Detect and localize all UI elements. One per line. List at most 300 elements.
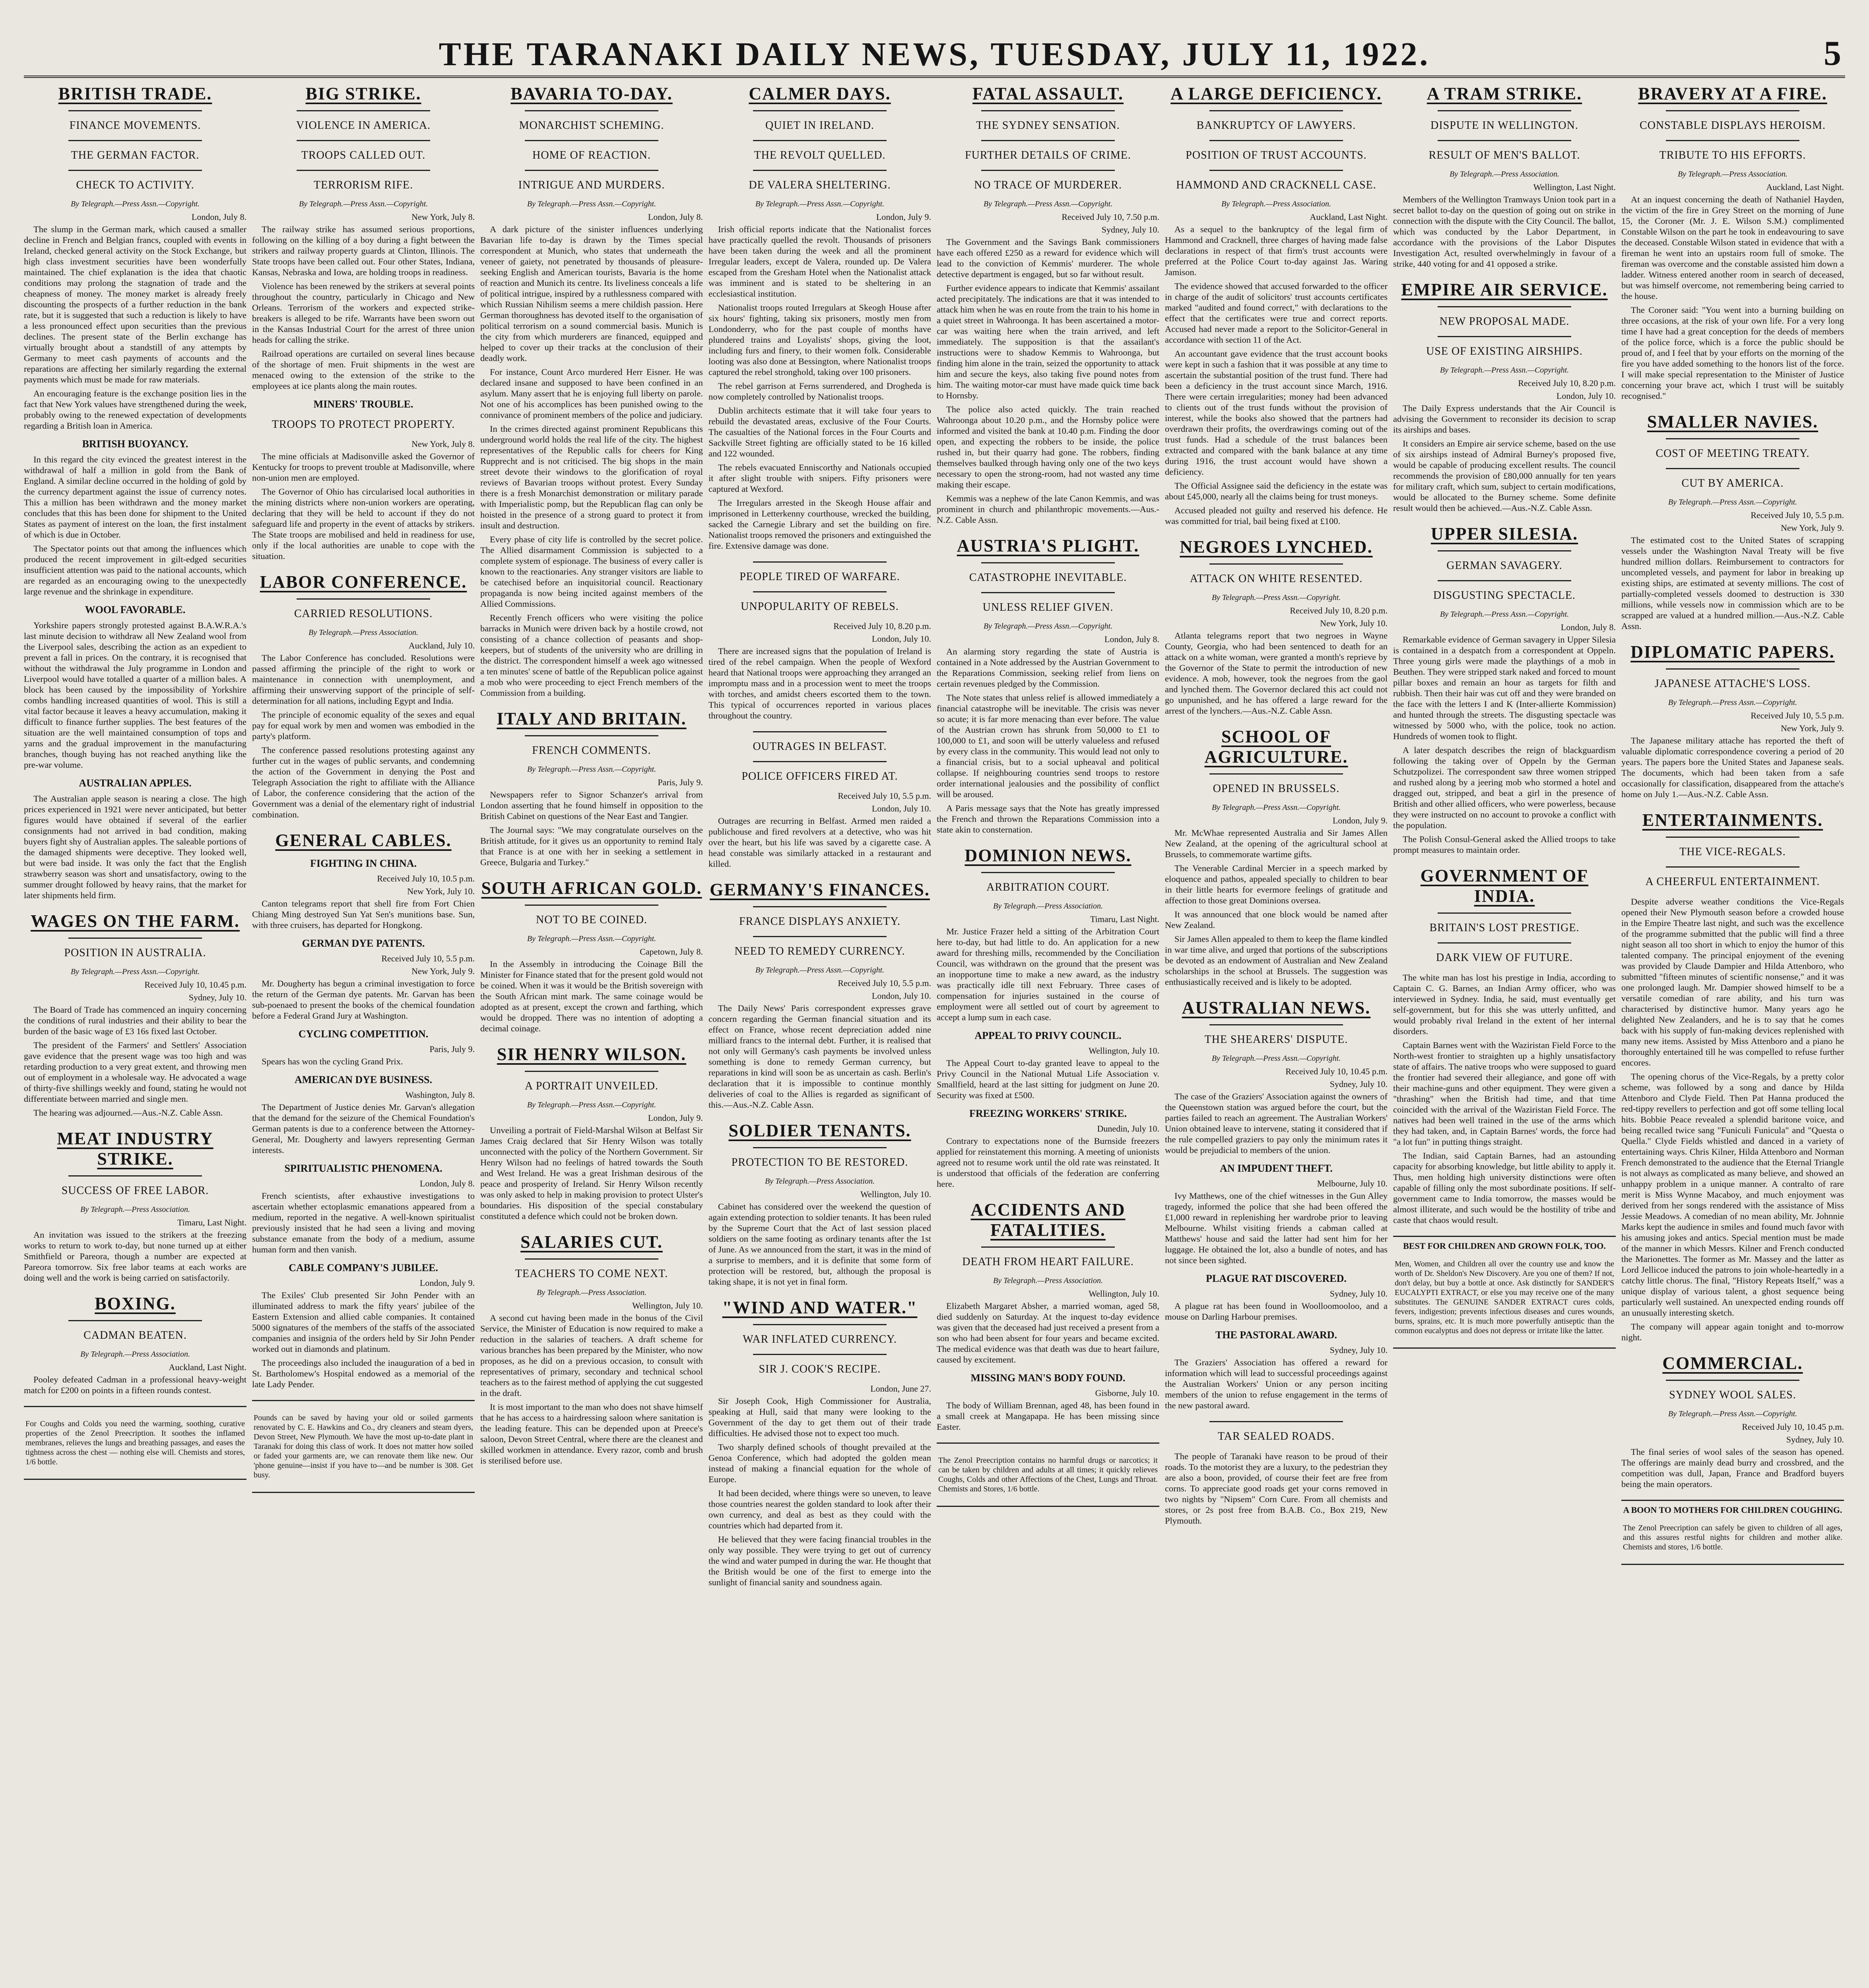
column-4 (708, 80, 931, 1988)
dateline-place: Paris, July 9. (658, 777, 703, 787)
paragraph: The president of the Farmers' and Settlers' Association gave evidence that the present wage was too high and was retarding production to a very great extent, and throwing men out of employment in a wholesale way. He advocated a wage of thirty-five shillings weekly and found, stating he would not differentiate between married and single men. (24, 1040, 246, 1104)
deck-rule (68, 110, 202, 111)
headline: GOVERNMENT OF INDIA. (1420, 866, 1589, 906)
dateline-place: London, July 10. (871, 991, 931, 1001)
headline: BIG STRIKE. (305, 84, 421, 103)
dateline-place: London, July 9. (419, 1278, 475, 1288)
headline: COMMERCIAL. (1662, 1353, 1803, 1373)
subhead: GERMAN DYE PATENTS. (302, 938, 425, 949)
paragraph: French scientists, after exhaustive investigations to ascertain whether ectoplasmic emanations appeared from a medium, reported in the negative. A well-known spiritualist previously insisted that he had seen a living and moving substance emanate from the body of a medium, assume human form and then vanish. (252, 1191, 475, 1254)
deck-line: FURTHER DETAILS OF CRIME. (965, 149, 1131, 161)
deck-line: DISGUSTING SPECTACLE. (1433, 589, 1576, 602)
headline: A LARGE DEFICIENCY. (1170, 84, 1382, 103)
dateline-place: New York, July 8. (411, 439, 475, 449)
credit-line: By Telegraph.—Press Assn.—Copyright. (1668, 1409, 1797, 1418)
subhead: FREEZING WORKERS' STRIKE. (969, 1108, 1127, 1119)
dateline-place: London, July 10. (1556, 391, 1616, 401)
paragraph: An accountant gave evidence that the trust account books were kept in such a fashion that it was possible at any time to ascertain the substantial position of the trust fund. There had been a deficiency in the trust account since March, 1916. There were certain irregularities; money had been advanced to clients out of the trust funds without the provision of interest, while the books also showed that the partners had overdrawn their profits, the overdrawings coming out of the trust funds. Had a schedule of the trust balances been extracted and compared with the bank balance at any time during 1916, the trust account would have shown a deficiency. (1165, 349, 1388, 477)
credit-line: By Telegraph.—Press Assn.—Copyright. (1668, 498, 1797, 507)
deck-rule (1209, 773, 1343, 775)
paragraph: Recently French officers who were visiting the police barracks in Munich were driven back by a hostile crowd, not consisting of a chance collection of peasants and shop-keepers, but of students of the university who are drilling in the district. The correspondent himself a week ago witnessed a ten minutes' scene of battle of the Republican police against a mob who were proceeding to eject French members of the Commission from a building. (480, 613, 703, 698)
deck-rule (525, 140, 658, 141)
received-line: Received July 10, 10.45 p.m. (1285, 1066, 1388, 1076)
paragraph: Two sharply defined schools of thought prevailed at the Genoa Conference, which had adopted the golden mean instead of making a financial equation for the whole of Europe. (708, 1442, 931, 1484)
deck-rule (981, 140, 1115, 141)
headline: NEGROES LYNCHED. (1180, 537, 1373, 557)
credit-line: By Telegraph.—Press Assn.—Copyright. (1440, 366, 1569, 375)
deck-line: BRITAIN'S LOST PRESTIGE. (1429, 922, 1580, 934)
headline: SIR HENRY WILSON. (497, 1044, 687, 1064)
deck-rule (753, 936, 887, 937)
received-line: Received July 10, 8.20 p.m. (1290, 606, 1388, 615)
dateline-place: Gisborne, July 10. (1095, 1388, 1159, 1398)
paragraph: Atlanta telegrams report that two negroes in Wayne County, Georgia, who had been sentenced to death for an attack on a white woman, were granted a month's reprieve by the Governor of the State to permit the introduction of new evidence. A mob, however, took the negroes from the gaol and lynched them. The Governor declared this act could not go unpunished, and he has offered a large reward for the arrest of the lynchers.—Aus.-N.Z. Cable Assn. (1165, 631, 1388, 716)
subhead: AN IMPUDENT THEFT. (1220, 1163, 1333, 1174)
dateline-place: London, July 9. (1332, 815, 1388, 825)
deck-rule (753, 591, 887, 592)
paragraph: Further evidence appears to indicate that Kemmis' assailant acted precipitately. The indications are that it was intended to attack him when he was en route from the train to his home in a quiet street in Wahroonga. It has been ascertained a motor-car was waiting here when the train arrived, and left immediately. The supposition is that the assailant's instructions were to shadow Kemmis to Wahroonga, but finding him alone in the train, seized the opportunity to attack him and secure the keys, also taking five pound notes from him. The waiting motor-car must have made quick time back to Hornsby. (937, 283, 1159, 400)
article (1165, 83, 1388, 526)
deck-rule (1438, 942, 1571, 944)
paragraph: The railway strike has assumed serious proportions, following on the killing of a boy during a fight between the strikers and railway property guards at Clinton, Illinois. The State troops have been called out. Four other States, Indiana, Kansas, Nebraska and Iowa, are holding troops in readiness. (252, 224, 475, 277)
deck-line: DARK VIEW OF FUTURE. (1436, 951, 1573, 964)
subhead: CYCLING COMPETITION. (298, 1028, 429, 1040)
paragraph: It was announced that one block would be named after New Zealand. (1165, 909, 1388, 930)
paragraph: The hearing was adjourned.—Aus.-N.Z. Cable Assn. (33, 1108, 223, 1118)
article (252, 572, 475, 820)
deck-rule (525, 1071, 658, 1072)
dateline-place: New York, July 8. (411, 212, 475, 222)
deck-rule (68, 1175, 202, 1176)
paragraph: In this regard the city evinced the greatest interest in the withdrawal of half a million in gold from the Bank of England. A similar decline occurred in the holding of gold by the currency department against the issue of currency notes. This a million has been withdrawn and the money market concludes that this has been done for shipment to the United States as payment of interest on the loan, the first instalment of which is due in October. (24, 454, 246, 540)
deck-line: SYDNEY WOOL SALES. (1669, 1389, 1796, 1401)
deck-rule (525, 1258, 658, 1260)
subhead-deck: TROOPS TO PROTECT PROPERTY. (272, 418, 455, 431)
deck-rule (981, 110, 1115, 111)
deck-line: SUCCESS OF FREE LABOR. (61, 1184, 209, 1197)
headline: UPPER SILESIA. (1430, 524, 1578, 544)
credit-line: By Telegraph.—Press Assn.—Copyright. (1211, 593, 1341, 602)
deck-line: OUTRAGES IN BELFAST. (753, 740, 887, 753)
paragraph: The slump in the German mark, which caused a smaller decline in French and Belgian francs, coupled with events in Ireland, checked general activity on the Stock Exchange, but high class investment securities have been wonderfully maintained. The chief explanation is the idea that chaotic conditions may prolong the stagnation of trade and the cheapness of money. The money market is already freely discounting the prospects of a further reduction in the bank rate, but it is suggested that such a reduction is likely to have a less pronounced effect upon securities than the previous declines. The present state of the Berlin exchange has virtually brought about a standstill of any attempts by Germany to meet cash payments of accounts and the reparations are affecting her similarly regarding the external payments which must be made for raw materials. (24, 224, 246, 384)
dateline-place: Sydney, July 10. (1101, 225, 1159, 235)
deck-line: CATASTROPHE INEVITABLE. (969, 571, 1127, 584)
credit-line: By Telegraph.—Press Association. (1221, 200, 1331, 208)
paragraph: The people of Taranaki have reason to be proud of their roads. To the motorist they are a luxury, to the pedestrian they are also a boon, provided, of course their feet are free from corns. To appreciate good roads get your corns removed in two nights by "Nipsem" Corn Cure. From all chemists and stores, or 2s post free from B.A.B. Co., Box 219, New Plymouth. (1165, 1451, 1388, 1526)
paragraph: Newspapers refer to Signor Schanzer's arrival from London asserting that he found himself in opposition to the British Cabinet on questions of the Near East and Tangier. (480, 790, 703, 821)
deck-rule (1209, 1024, 1343, 1025)
deck-line: MONARCHIST SCHEMING. (519, 119, 664, 132)
deck-line: WAR INFLATED CURRENCY. (743, 1333, 897, 1345)
dateline-place: Auckland, Last Night. (1766, 182, 1844, 192)
dateline-place: Washington, July 8. (405, 1090, 475, 1100)
deck-rule (981, 872, 1115, 873)
paragraph: Mr. Dougherty has begun a criminal investigation to force the return of the German dye patents. Mr. Garvan has been sub-poenaed to present the books of the chemical foundation before a Federal Grand Jury at Washington. (252, 978, 475, 1021)
dateline-place: Paris, July 9. (429, 1044, 475, 1054)
column-7 (1393, 80, 1616, 1988)
deck-rule (297, 170, 430, 171)
deck-rule (525, 735, 658, 736)
paragraph: As a sequel to the bankruptcy of the legal firm of Hammond and Cracknell, three charges of having made false declarations in respect of that firm's trust accounts were preferred at the Police Court to-day against Jas. Waring Jamison. (1165, 224, 1388, 277)
dateline-place: New York, July 10. (407, 886, 475, 896)
dateline-place: Sydney, July 10. (1329, 1345, 1388, 1355)
paragraph: For Coughs and Colds you need the warming, soothing, curative properties of the Zenol Preecription. It soothes the inflamed membranes, relieves the lungs and breathing passages, and eases the tightness across the chest — nothing else will. Chemists and stores, 1/6 bottle. (25, 1419, 245, 1466)
paragraph: The Australian apple season is nearing a close. The high prices experienced in 1921 were never anticipated, but better figures would have obtained if several of the earlier consignments had not arrived in bad condition, making buyers fight shy of Australian apples. The saleable portions of the damaged shipments were deceptive. They looked well, but were bad inside. It was only the fact that the English strawberry season was short and unsatisfactory, owing to the summer drought followed by heavy rains, that the market for later shipments held firm. (24, 794, 246, 900)
received-line: Received July 10, 5.5 p.m. (1751, 510, 1844, 520)
deck-line: RESULT OF MEN'S BALLOT. (1428, 149, 1580, 161)
deck-line: FINANCE MOVEMENTS. (69, 119, 201, 132)
dateline-place: Wellington, Last Night. (1533, 182, 1616, 192)
article (708, 561, 931, 721)
paragraph: The proceedings also included the inauguration of a bed in St. Bartholomew's Hospital endowed as a memorial of the late Lady Pender. (252, 1358, 475, 1389)
headline: BAVARIA TO-DAY. (510, 84, 673, 103)
article (708, 879, 931, 1110)
headline: BOXING. (95, 1294, 176, 1313)
deck-rule (753, 761, 887, 762)
deck-line: ARBITRATION COURT. (986, 881, 1110, 893)
credit-line: By Telegraph.—Press Association. (537, 1288, 646, 1297)
paragraph: Men, Women, and Children all over the country use and know the worth of Dr. Sheldon's New Discovery. Are you one of them? If not, don't delay, but buy a bottle at once. Ask distinctly for SANDER'S EUCALYPTI EXTRACT, or else you may receive one of the many substitutes. The GENUINE SANDER EXTRACT cures colds, fevers, indigestion; prevents infectious diseases and cures wounds, burns, sprains, etc. It is much more powerfully antiseptic than the common eucalyptus and does not depress or irritate like the latter. (1395, 1260, 1614, 1335)
paragraph: The Zenol Preecription can safely be given to children of all ages, and this assures restful nights for children and mother alike. Chemists and stores, 1/6 bottle. (1623, 1524, 1842, 1551)
paragraph: Outrages are recurring in Belfast. Armed men raided a publichouse and fired revolvers at a detective, who was hit over the heart, but his life was saved by a cigarette case. A head constable was similarly attacked in a restaurant and killed. (708, 816, 931, 869)
article (937, 83, 1159, 525)
deck-rule (1438, 580, 1571, 581)
article (1165, 726, 1388, 987)
paragraph: An encouraging feature is the exchange position lies in the fact that New York values have strengthened during the week, probably owing to the renewed expectation of developments regarding a British loan in America. (24, 388, 246, 431)
paragraph: Members of the Wellington Tramways Union took part in a secret ballot to-day on the question of going out on strike in connection with the dispute with the City Council. The ballot, which was conducted by the Labor Department, in accordance with the provisions of the Labor Disputes Investigation Act, resulted overwhelmingly in favour of a strike, 440 voting for and 41 opposed a strike. (1393, 194, 1616, 269)
article (1621, 810, 1844, 1343)
deck-rule (1666, 668, 1799, 670)
deck-rule (1209, 1421, 1343, 1422)
deck-rule (68, 170, 202, 171)
paragraph: Irish official reports indicate that the Nationalist forces have practically quelled the revolt. Thousands of prisoners have been taken during the week and all the prominent Irregular leaders, except de Valera, rounded up. De Valera escaped from the Gresham Hotel when the Nationalist attack was imminent and is stated to be sheltering in an ecclesiastical institution. (708, 224, 931, 299)
deck-line: DE VALERA SHELTERING. (749, 179, 891, 191)
deck-line: DISPUTE IN WELLINGTON. (1430, 119, 1578, 132)
paragraph: It is most important to the man who does not shave himself that he has access to a hairdressing saloon where sanitation is the leading feature. This can be depended upon at Preece's saloon, Devon Street Central, where there are the cleanest and skilled workmen in attendance. Every razor, comb and brush is sterilised before use. (480, 1402, 703, 1466)
received-line: Received July 10, 10.5 p.m. (377, 874, 475, 883)
paragraph: In the crimes directed against prominent Republicans this underground world holds the real life of the city. The highest representatives of the Republic calls for cheers for King Rupprecht and is not criticised. The big shops in the main street devote their windows to the glorification of royal reviews of Bavarian troops without protest. Every Sunday there is a fresh Monarchist demonstration or military parade with Imperialistic pomp, but the Republican flag can only be hoisted in the presence of a strong guard to protect it from insult and destruction. (480, 424, 703, 530)
article (24, 1293, 246, 1396)
article (1621, 1353, 1844, 1489)
paragraph: Sir Joseph Cook, High Commissioner for Australia, speaking at Hull, said that many were looking to the Government of the day to get them out of their trade difficulties. He advised those not to expect too much. (708, 1396, 931, 1438)
paragraph: Mr. Justice Frazer held a sitting of the Arbitration Court here to-day, but had little to do. An application for a new award for threshing mills, recommended by the Conciliation Council, was withdrawn on the ground that the present was an inopportune time to make a new award, as the industry was practically idle till next February. Three cases of compensation for injuries sustained in the course of employment were all settled out of court by agreement to accept a lump sum in each case. (937, 926, 1159, 1022)
paragraph: The Irregulars arrested in the Skeogh House affair and imprisoned in Letterkenny courthouse, wrecked the building, sacked the Carnegie Library and set the building on fire. Nationalist troops removed the prisoners and extinguished the fire. Extensive damage was done. (708, 498, 931, 551)
paragraph: A dark picture of the sinister influences underlying Bavarian life to-day is drawn by the Times special correspondent at Munich, who states that underneath the veneer of gaiety, not penetrated by thousands of pleasure-seeking English and American tourists, Bavaria is the home of reaction and Munich its centre. Its liveliness conceals a life of political intrigue, inspired by a ruthlessness compared with which Russian Nihilism seems a mere childish passion. Here German thoroughness has devoted itself to the organisation of political terrorism on a sound commercial basis. Munich is the city from which murderers are financed, equipped and helped to cover up their tracks at the conclusion of their deadly work. (480, 224, 703, 363)
paragraph: The opening chorus of the Vice-Regals, by a pretty color scheme, was followed by a song and dance by Hilda Attenboro and Clyde Field. Then Pat Hanna produced the red-tippy revellers to perfection and got off some telling local hits. Bobbie Peace revealed a splendid baritone voice, and being recalled twice sang "Funiculi Funicula" and "Questa o Quella." Clyde Fields whistled and danced in a variety of entertaining ways. Chris Kilner, Hilda Attenboro and Norman French demonstrated to the audience that the Eternal Triangle is not always as complicated as many believe, and showed an unhappy problem in a unique manner. A contralto of rare merit is Miss Wynne Macaboy, and much enjoyment was derived from her songs rendered with the assistance of Miss Jessie Meadows. A comedian of no mean ability, Mr. Johnnie Marks kept the audience in smiles and found much favor with his amusing jokes and antics. Special mention must be made of the manner in which Messrs. Kilner and French conducted the Marionettes. The former as Mr. Massey and the latter as Lord Jellicoe induced the patrons to join whole-heartedly in a catchy little chorus. The final, "History Repeats Itself," was a unique display of various talent, a ghost sequence being particularly well sustained. An unexpected ending rounds off an unusually interesting sketch. (1621, 1072, 1844, 1318)
subhead: WOOL FAVORABLE. (85, 604, 186, 615)
paragraph: Captain Barnes went with the Waziristan Field Force to the North-west frontier to straighten up a highly unsatisfactory state of affairs. The native troops who were supposed to guard the frontier had severed their allegiance, and gone off with their machine-guns and other equipment. They were given a "thrashing" when the British had time, and that time coincided with the arrival of the Waziristan Field Force. The natives had been well trained in the use of the arms which they had taken, and, in Captain Barnes' words, the force had "a lot fun" in putting things straight. (1393, 1040, 1616, 1147)
deck-rule (297, 140, 430, 141)
paragraph: The case of the Graziers' Association against the owners of the Queenstown station was argued before the court, but the parties failed to reach an agreement. The Australian Workers' Union obtained leave to intervene, stating it considered that if the rule compelled graziers to pay only the minimum rates it would be prejudicial to members of the union. (1165, 1091, 1388, 1155)
deck-line: USE OF EXISTING AIRSHIPS. (1426, 345, 1583, 357)
paragraph: The Appeal Court to-day granted leave to appeal to the Privy Council in the National Mutual Life Association v. Smallfield, heard at the last sitting for judgment on June 20. Security was fixed at £500. (937, 1058, 1159, 1100)
deck-line: CONSTABLE DISPLAYS HEROISM. (1640, 119, 1826, 132)
subhead: AMERICAN DYE BUSINESS. (294, 1074, 432, 1085)
dateline-place: New York, July 10. (1320, 618, 1388, 628)
deck-line: FRENCH COMMENTS. (532, 744, 651, 757)
column-6 (1165, 80, 1388, 1988)
deck-line: FRANCE DISPLAYS ANXIETY. (739, 915, 901, 928)
paragraph: The Coroner said: "You went into a burning building on three occasions, at the risk of your own life. For a very long time I have had a great conception for the deeds of members of the police force, which is a force the public should be proud of, and I feel that by your efforts on the morning of the fire you have added something to the honors list of the force. I will make special representation to the Minister of Justice concerning your brave act, which I trust will be suitably recognised." (1621, 305, 1844, 401)
subhead: CABLE COMPANY'S JUBILEE. (289, 1262, 438, 1274)
columns-container (24, 80, 1845, 1988)
deck-line: TERRORISM RIFE. (314, 179, 413, 191)
column-3 (480, 80, 703, 1988)
article (1621, 412, 1844, 631)
deck-rule (297, 598, 430, 600)
headline: WAGES ON THE FARM. (31, 911, 240, 931)
paragraph: The Daily Express understands that the Air Council is advising the Government to reconsider its decision to scrap its airships and bases. (1393, 403, 1616, 435)
received-line: Received July 10, 5.5 p.m. (838, 791, 931, 801)
advertisement (937, 1442, 1159, 1507)
dateline-place: Auckland, July 10. (408, 641, 475, 650)
credit-line: By Telegraph.—Press Association. (80, 1350, 190, 1359)
deck-rule (753, 1147, 887, 1148)
article (708, 83, 931, 551)
paragraph: He believed that they were facing financial troubles in the only way possible. They were trying to get out of currency the wind and water pumped in during the war. He thought that the British would be one of the first to emerge into the sunlight of financial sanity and soundness again. (708, 1534, 931, 1587)
deck-line: POSITION OF TRUST ACCOUNTS. (1186, 149, 1367, 161)
deck-line: POSITION IN AUSTRALIA. (64, 947, 206, 959)
deck-line: DEATH FROM HEART FAILURE. (962, 1256, 1134, 1268)
paragraph: The Polish Consul-General asked the Allied troops to take prompt measures to maintain order. (1393, 834, 1616, 855)
deck-line: PEOPLE TIRED OF WARFARE. (739, 571, 900, 583)
ad-headline: BEST FOR CHILDREN AND GROWN FOLK, TOO. (1403, 1241, 1606, 1251)
deck-rule (1438, 336, 1571, 337)
paragraph: A Paris message says that the Note has greatly impressed the French and thrown the Reparations Commission into a state akin to consternation. (937, 803, 1159, 835)
deck-rule (981, 170, 1115, 171)
headline: AUSTRALIAN NEWS. (1182, 998, 1371, 1017)
credit-line: By Telegraph.—Press Assn.—Copyright. (70, 967, 200, 976)
paragraph: In the Assembly in introducing the Coinage Bill the Minister for Finance stated that for the present gold would not be coined. When it was it would be the British sovereign with the South African mint mark. The same coinage would be adopted as at present, except the crown and farthing, which would be dropped. There was no intention of adopting a decimal coinage. (480, 959, 703, 1033)
headline: DIPLOMATIC PAPERS. (1630, 642, 1835, 662)
deck-line: HAMMOND AND CRACKNELL CASE. (1176, 179, 1376, 191)
headline: GENERAL CABLES. (275, 831, 452, 850)
paragraph: The conference passed resolutions protesting against any further cut in the wages of public servants, and condemning the action of the Government in denying the Post and Telegraph Association the right to affiliate with the Alliance of Labor, the conference considering that the action of the Government was a denial of the elementary right of industrial combination. (252, 745, 475, 819)
deck-line: CADMAN BEATEN. (83, 1329, 187, 1342)
deck-rule (525, 905, 658, 906)
article (708, 731, 931, 869)
credit-line: By Telegraph.—Press Assn.—Copyright. (527, 1101, 656, 1109)
article (937, 1200, 1159, 1432)
credit-line: By Telegraph.—Press Assn.—Copyright. (983, 200, 1113, 208)
dateline-place: London, July 8. (1560, 622, 1616, 632)
deck-line: JAPANESE ATTACHE'S LOSS. (1654, 678, 1811, 690)
column-5 (937, 80, 1159, 1988)
deck-rule (753, 561, 887, 563)
article (1393, 83, 1616, 269)
received-line: Received July 10, 5.5 p.m. (381, 953, 475, 963)
headline: SOLDIER TENANTS. (728, 1121, 911, 1140)
credit-line: By Telegraph.—Press Association. (765, 1177, 875, 1186)
subhead: FIGHTING IN CHINA. (310, 858, 417, 869)
deck-rule (753, 906, 887, 907)
dateline-place: New York, July 9. (1781, 523, 1844, 533)
deck-line: BANKRUPTCY OF LAWYERS. (1196, 119, 1356, 132)
article (480, 878, 703, 1034)
credit-line: By Telegraph.—Press Association. (993, 902, 1103, 911)
deck-line: THE SYDNEY SENSATION. (976, 119, 1120, 132)
deck-rule (1438, 140, 1571, 141)
masthead (24, 28, 1845, 78)
dateline-place: Auckland, Last Night. (1310, 212, 1388, 222)
subhead: PLAGUE RAT DISCOVERED. (1206, 1273, 1347, 1284)
paragraph: The Daily News' Paris correspondent expresses grave concern regarding the German financial situation and its effect on France, whose recent depreciation added nine milliard francs to the internal debt. Further, it is realised that not only will Germany's cash payments be involved unless something is done to remedy German currency, but reparations in kind will soon be as uncertain as cash. Berlin's declaration that it is impossible to continue monthly deliveries of coal to the Allies is regarded as significant of this.—Aus.-N.Z. Cable Assn. (708, 1003, 931, 1110)
advertisement (1393, 1236, 1616, 1349)
received-line: Received July 10, 5.5 p.m. (1751, 711, 1844, 720)
deck-line: COST OF MEETING TREATY. (1656, 447, 1810, 460)
deck-rule (753, 110, 887, 111)
dateline-place: London, July 9. (876, 212, 931, 222)
article (1165, 537, 1388, 716)
dateline-place: Sydney, July 10. (1329, 1289, 1388, 1299)
deck-line: NEED TO REMEDY CURRENCY. (734, 945, 905, 957)
headline: BRITISH TRADE. (58, 84, 212, 103)
paragraph: Contrary to expectations none of the Burnside freezers applied for reinstatement this morning. A meeting of unionists agreed not to resume work until the old rate was reinstated. It is understood that officials of the federation are conferring here. (937, 1136, 1159, 1189)
paragraph: The Board of Trade has commenced an inquiry concerning the conditions of rural industries and their ability to bear the burden of the basic wage of £3 16s fixed last October. (24, 1005, 246, 1036)
subhead: MISSING MAN'S BODY FOUND. (970, 1372, 1126, 1384)
dateline-place: London, July 8. (648, 212, 703, 222)
deck-rule (981, 592, 1115, 593)
headline: SALARIES CUT. (520, 1232, 663, 1252)
deck-rule (981, 1246, 1115, 1248)
subhead: MINERS' TROUBLE. (313, 398, 413, 410)
deck-line: CHECK TO ACTIVITY. (76, 179, 194, 191)
deck-rule (1209, 563, 1343, 565)
deck-line: OPENED IN BRUSSELS. (1213, 782, 1340, 795)
paragraph: The Zenol Preecription contains no harmful drugs or narcotics; it can be taken by children and adults at all times; it quickly relieves Coughs, Colds and other Affections of the Chest, Lungs and Throat. Chemists and Stores, 1/6 bottle. (938, 1456, 1158, 1493)
deck-line: CARRIED RESOLUTIONS. (294, 608, 433, 620)
dateline-place: Timaru, Last Night. (177, 1217, 246, 1227)
credit-line: By Telegraph.—Press Assn.—Copyright. (755, 966, 885, 975)
article (480, 1232, 703, 1466)
deck-line: INTRIGUE AND MURDERS. (518, 179, 665, 191)
dateline-place: Wellington, July 10. (1089, 1046, 1159, 1056)
dateline-place: Dunedin, July 10. (1097, 1124, 1159, 1134)
deck-rule (1666, 438, 1799, 439)
headline: ITALY AND BRITAIN. (497, 709, 687, 728)
paragraph: The Labor Conference has concluded. Resolutions were passed affirming the principle of the right to work or maintenance in connection with unemployment, and affirming their unswerving support of the principle of self-determination for all nations, including Egypt and India. (252, 653, 475, 706)
credit-line: By Telegraph.—Press Assn.—Copyright. (527, 765, 656, 774)
article (937, 536, 1159, 835)
paragraph: Despite adverse weather conditions the Vice-Regals opened their New Plymouth season before a crowded house in the Empire Theatre last night, and such was the excellence of the programme submitted that the public will find a three night season all too short in which to enjoy the humor of this talented company. The principal enjoyment of the evening was provided by Claude Dampier and Hilda Attenboro, who submitted "fifteen minutes of scientific nonsense," and it was one prolonged laugh. Mr. Dampier showed himself to be a versatile comedian of rare ability, and his turn was characterised by distinctive humor. Many years ago he delighted New Zealanders, and he is to say that he comes back with his supply of fun-making devices replenished with many new items. Assisted by Miss Attenboro and a piano he thoroughly entertained till he was compelled to refuse further encores. (1621, 897, 1844, 1068)
article (480, 1044, 703, 1221)
paragraph: Spears has won the cycling Grand Prix. (262, 1056, 403, 1066)
paragraph: The Government and the Savings Bank commissioners have each offered £250 as a reward for evidence which will lead to the conviction of Kemmis' murderer. The whole detective department is engaged, but so far without result. (937, 237, 1159, 279)
paragraph: The company will appear again tonight and to-morrow night. (1621, 1322, 1844, 1342)
dateline-place: London, July 8. (1104, 634, 1159, 644)
paragraph: The Exiles' Club presented Sir John Pender with an illuminated address to mark the fifty years' jubilee of the Eastern Extension and allied cable companies. It contained 5000 signatures of the members of the staffs of the associated companies and insignia of the orders held by Sir John Pender worked out in diamonds and platinum. (252, 1290, 475, 1354)
paragraph: The Note states that unless relief is allowed immediately a financial catastrophe will be inevitable. The crisis was never so acute; it is far more menacing than ever before. The value of the Austrian crown has shrunk from 50,000 to £1 to 100,000 to £1, and soon will be utterly valueless and refused by every class in the community. This would lead not only to a financial crisis, but to a social upheaval and political collapse. If neighbouring countries send troops to restore order international jealousies and the possibility of conflict will be aroused. (937, 693, 1159, 799)
paragraph: The principle of economic equality of the sexes and equal pay for equal work by men and women was embodied in the party's platform. (252, 710, 475, 741)
credit-line: By Telegraph.—Press Association. (1450, 170, 1559, 179)
deck-rule (68, 938, 202, 939)
column-1 (24, 80, 246, 1988)
deck-line: A PORTRAIT UNVEILED. (525, 1080, 658, 1092)
deck-rule (1438, 550, 1571, 551)
credit-line: By Telegraph.—Press Assn.—Copyright. (1668, 698, 1797, 707)
dateline-place: Wellington, July 10. (860, 1189, 931, 1199)
paragraph: The final series of wool sales of the season has opened. The offerings are mainly dead burry and crossbred, and the competition was dull, Japan, France and Bradford buyers being the main operators. (1621, 1447, 1844, 1489)
credit-line: By Telegraph.—Press Association. (309, 628, 418, 637)
received-line: Received July 10, 5.5 p.m. (838, 978, 931, 988)
dateline-place: Capetown, July 8. (640, 947, 703, 957)
deck-rule (68, 140, 202, 141)
headline: FATAL ASSAULT. (972, 84, 1124, 103)
paragraph: An invitation was issued to the strikers at the freezing works to return to work to-day, but none turned up at either Smithfield or Pareora, though a number are expected at Pareora tomorrow. Six free labor teams at each works are doing well and the work is being carried on satisfactorily. (24, 1230, 246, 1283)
dateline-place: London, July 10. (871, 804, 931, 813)
article (24, 83, 246, 901)
headline: AUSTRIA'S PLIGHT. (957, 536, 1139, 555)
dateline-place: Sydney, July 10. (188, 992, 246, 1002)
deck-rule (1666, 468, 1799, 469)
column-2 (252, 80, 475, 1988)
paragraph: Accused pleaded not guilty and reserved his defence. He was committed for trial, bail being fixed at £100. (1165, 505, 1388, 526)
credit-line: By Telegraph.—Press Assn.—Copyright. (299, 200, 428, 208)
paragraph: The Japanese military attache has reported the theft of valuable diplomatic correspondence covering a period of 20 years. The papers bore the United States and Japanese seals. The documents, which had been taken from a safe occasionally for classification, disappeared from the attache's home on July 1.—Aus.-N.Z. Cable Assn. (1621, 736, 1844, 799)
headline: MEAT INDUSTRY STRIKE. (57, 1129, 213, 1169)
deck-rule (68, 1320, 202, 1321)
dateline-place: New York, July 9. (1781, 723, 1844, 733)
dateline-place: London, July 9. (648, 1113, 703, 1123)
article (480, 83, 703, 698)
headline: SCHOOL OF AGRICULTURE. (1204, 727, 1348, 767)
article (708, 1297, 931, 1588)
dateline-place: Sydney, July 10. (1786, 1435, 1844, 1444)
paragraph: Pounds can be saved by having your old or soiled garments renovated by C. E. Hawkins and Co., dry cleaners and steam dyers, Devon Street, New Plymouth. We have the most up-to-date plant in Taranaki for doing this class of work. It does not matter how soiled or faded your garments are, we can renovate them like new. Our 'phone genuine—insist if you have to—and be number is 308. Get busy. (254, 1413, 473, 1479)
deck-rule (525, 110, 658, 111)
advertisement (1621, 1500, 1844, 1565)
article (252, 830, 475, 1390)
dateline-place: Timaru, Last Night. (1090, 914, 1159, 924)
deck-line: POLICE OFFICERS FIRED AT. (741, 770, 898, 782)
article (1393, 866, 1616, 1225)
deck-line: THE VICE-REGALS. (1679, 846, 1786, 858)
page-number: 5 (1824, 34, 1841, 73)
dateline-place: London, July 10. (871, 634, 931, 644)
paragraph: The Indian, said Captain Barnes, had an astounding capacity for absorbing knowledge, but little ability to apply it. Thus, men holding high university distinctions were often capable of filling only the most subordinate positions. If self-government came to India tomorrow, the masses would be almost illiterate, and such would be the hostility of tribe and caste that chaos would result. (1393, 1151, 1616, 1225)
dateline-place: London, July 8. (419, 1178, 475, 1188)
deck-line: HOME OF REACTION. (532, 149, 651, 161)
deck-line: THE REVOLT QUELLED. (754, 149, 886, 161)
subhead: THE PASTORAL AWARD. (1215, 1329, 1337, 1341)
paragraph: It considers an Empire air service scheme, based on the use of six airships instead of Admiral Burney's proposed five, would be capable of producing excellent results. The council recommends the provision of £80,000 annually for ten years for military craft, which sum, subject to certain modifications, would be allocated to the Burney scheme. Some definite result would then be achieved.—Aus.-N.Z. Cable Assn. (1393, 439, 1616, 513)
headline: CALMER DAYS. (749, 84, 891, 103)
headline: DOMINION NEWS. (965, 846, 1131, 865)
deck-line: TROOPS CALLED OUT. (301, 149, 426, 161)
headline: "WIND AND WATER." (722, 1298, 918, 1317)
received-line: Received July 10, 7.50 p.m. (1062, 212, 1159, 222)
article (1165, 1421, 1388, 1526)
deck-rule (1666, 110, 1799, 111)
deck-rule (1438, 306, 1571, 307)
dateline-place: Auckland, Last Night. (169, 1362, 246, 1372)
paragraph: The Department of Justice denies Mr. Garvan's allegation that the demand for the seizure of the Chemical Foundation's German patents is due to a conference between the Attorney-General, Mr. Dougherty and lawyers representing German interests. (252, 1102, 475, 1155)
deck-line: CUT BY AMERICA. (1681, 477, 1784, 489)
deck-line: UNLESS RELIEF GIVEN. (982, 601, 1114, 613)
credit-line: By Telegraph.—Press Assn.—Copyright. (527, 934, 656, 943)
headline: ENTERTAINMENTS. (1642, 810, 1823, 830)
paragraph: Nationalist troops routed Irregulars at Skeogh House after six hours' fighting, taking six prisoners, mostly men from Londonderry, who for the past couple of months have plundered trains and Loyalists' shops, giving the loot, including furs and finery, to their women folk. Considerable looting was also done at Bessington, where Nationalist troops captured the rebel stronghold, taking over 100 prisoners. (708, 303, 931, 377)
article (480, 709, 703, 868)
paragraph: A later despatch describes the reign of blackguardism following the taking over of Oppeln by the German Schutzpolizei. The correspondent saw three women stripped and rushed along by a jeering mob who stormed a hotel and dragged out, stripped, and beat a girl in the presence of British and other allied officers, who were powerless, because they were instructed on no account to provoke a conflict with the population. (1393, 745, 1616, 830)
paragraph: Canton telegrams report that shell fire from Fort Chien Chiang Ming destroyed Sun Yat Sen's munitions base. Sun, with three cruisers, has departed for Hongkong. (252, 899, 475, 930)
deck-rule (525, 170, 658, 171)
newspaper-title: THE TARANAKI DAILY NEWS, TUESDAY, JULY 11, 1922. (439, 36, 1430, 73)
deck-line: NEW PROPOSAL MADE. (1439, 315, 1570, 328)
deck-rule (1209, 140, 1343, 141)
paragraph: Remarkable evidence of German savagery in Upper Silesia is contained in a despatch from a correspondent at Oppeln. Three young girls were made the playthings of a mob in Beuthen. They were stripped stark naked and forced to mount pillar boxes and remain an hour as targets for filth and rubbish. Then their hair was cut off and they were branded on the face with the letters I and K (Inter-allierte Kommission) and hunted through the streets. The disgusting spectacle was witnessed by 5000 who, with the police, took no action. Hundreds of women took to flight. (1393, 635, 1616, 741)
paragraph: The rebels evacuated Enniscorthy and Nationals occupied it after slight trouble with snipers. Fifty prisoners were captured at Wexford. (708, 462, 931, 494)
